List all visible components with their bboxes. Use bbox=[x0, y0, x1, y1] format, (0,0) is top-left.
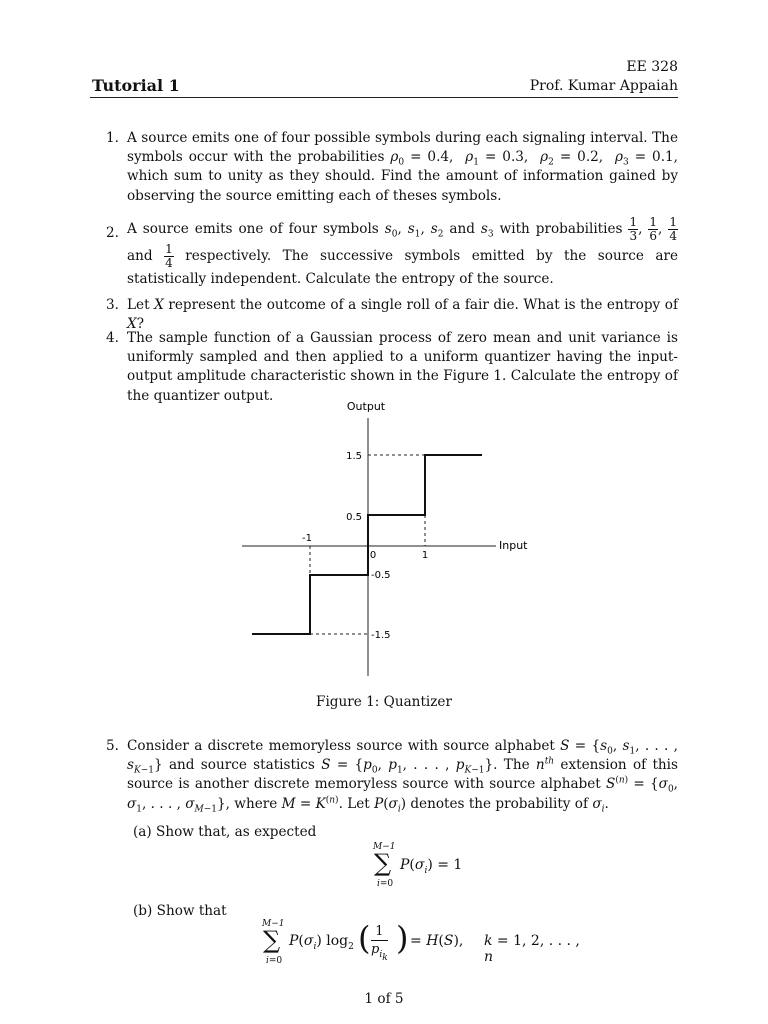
page-title: Tutorial 1 bbox=[92, 76, 180, 95]
question-number: 3. bbox=[106, 297, 119, 313]
question-number: 5. bbox=[106, 738, 119, 754]
question-number: 2. bbox=[106, 225, 119, 241]
question-text: Let X represent the outcome of a single roll of a fair die. What is the entropy of X? bbox=[127, 297, 678, 333]
question-5 bbox=[106, 737, 678, 814]
figure-caption: Figure 1: Quantizer bbox=[316, 694, 452, 710]
course-code: EE 328 bbox=[626, 59, 678, 75]
subpart-a-equation: M−1 ∑ i=0 $P(\sigma_i) = 1$ bbox=[373, 842, 463, 889]
y-tick-label: -0.5 bbox=[371, 570, 391, 581]
y-tick-label: -1.5 bbox=[371, 630, 391, 641]
y-tick-label: 1.5 bbox=[346, 451, 362, 462]
subpart-b-label: (b) Show that bbox=[133, 903, 227, 919]
question-text: Consider a discrete memoryless source with source alphabet $S = \{s_0$, $s_1$, . . . , $s_{K-1}$} and source statistics $S = \{p_0$, $p_1$, . . . , $p_{K-1}$}. The $n^{th}$ extension of this source is another discrete memoryless source with source alphabet $S^{(n)} = \{\sigma_0$, $\sigma_1$, . . . , $\sigma_{M-1}$}, where $M = K^{(n)}$. Let $P(\sigma_i)$ denotes the probability of $\sigma_i$. bbox=[127, 738, 678, 815]
x-axis-label: Input bbox=[499, 539, 528, 552]
quantizer-step-curve bbox=[252, 455, 482, 634]
y-tick-label: 0.5 bbox=[346, 512, 362, 523]
x-tick-label: 1 bbox=[421, 550, 429, 561]
subpart-a-label: (a) Show that, as expected bbox=[133, 824, 317, 840]
page-number: 1 of 5 bbox=[364, 991, 404, 1007]
y-axis-label: Output bbox=[346, 400, 386, 413]
question-number: 4. bbox=[106, 330, 119, 346]
question-text: A source emits one of four possible symbols during each signaling interval. The symbols occur with the probabilities $\rho_0 = 0.4$, $\rho_1 = 0.3$, $\rho_2 = 0.2$, $\rho_3 = 0.1$, which sum to unity as they should. Find the amount of information gained by observing the source emitting each of theses symbols. bbox=[127, 130, 678, 204]
question-number: 1. bbox=[106, 130, 119, 146]
x-tick-label: -1 bbox=[302, 533, 312, 544]
subpart-b-equation: M−1 ∑ i=0 $P(\sigma_i)$ $\log_2$ ( 1 $p_{i_k}$ ) = H(S), k = 1, 2, . . . , n bbox=[262, 919, 580, 966]
x-tick-label: 0 bbox=[369, 550, 377, 561]
instructor-name: Prof. Kumar Appaiah bbox=[529, 78, 678, 94]
question-text: A source emits one of four symbols $s_0$, $s_1$, $s_2$ and $s_3$ with probabilities $\frac{1}{3}$ , $\frac{1}{6}$ , $\frac{1}{4}$ and $\frac{1}{4}$ respectively. The successive symbols emitted by the source are statistically independent. Calculate the entropy of the source. bbox=[127, 215, 679, 287]
question-text: The sample function of a Gaussian process of zero mean and unit variance is uniformly sampled and then applied to a uniform quantizer having the input-output amplitude characteristic shown in the Figure 1. Calculate the entropy of the quantizer output. bbox=[127, 330, 678, 404]
